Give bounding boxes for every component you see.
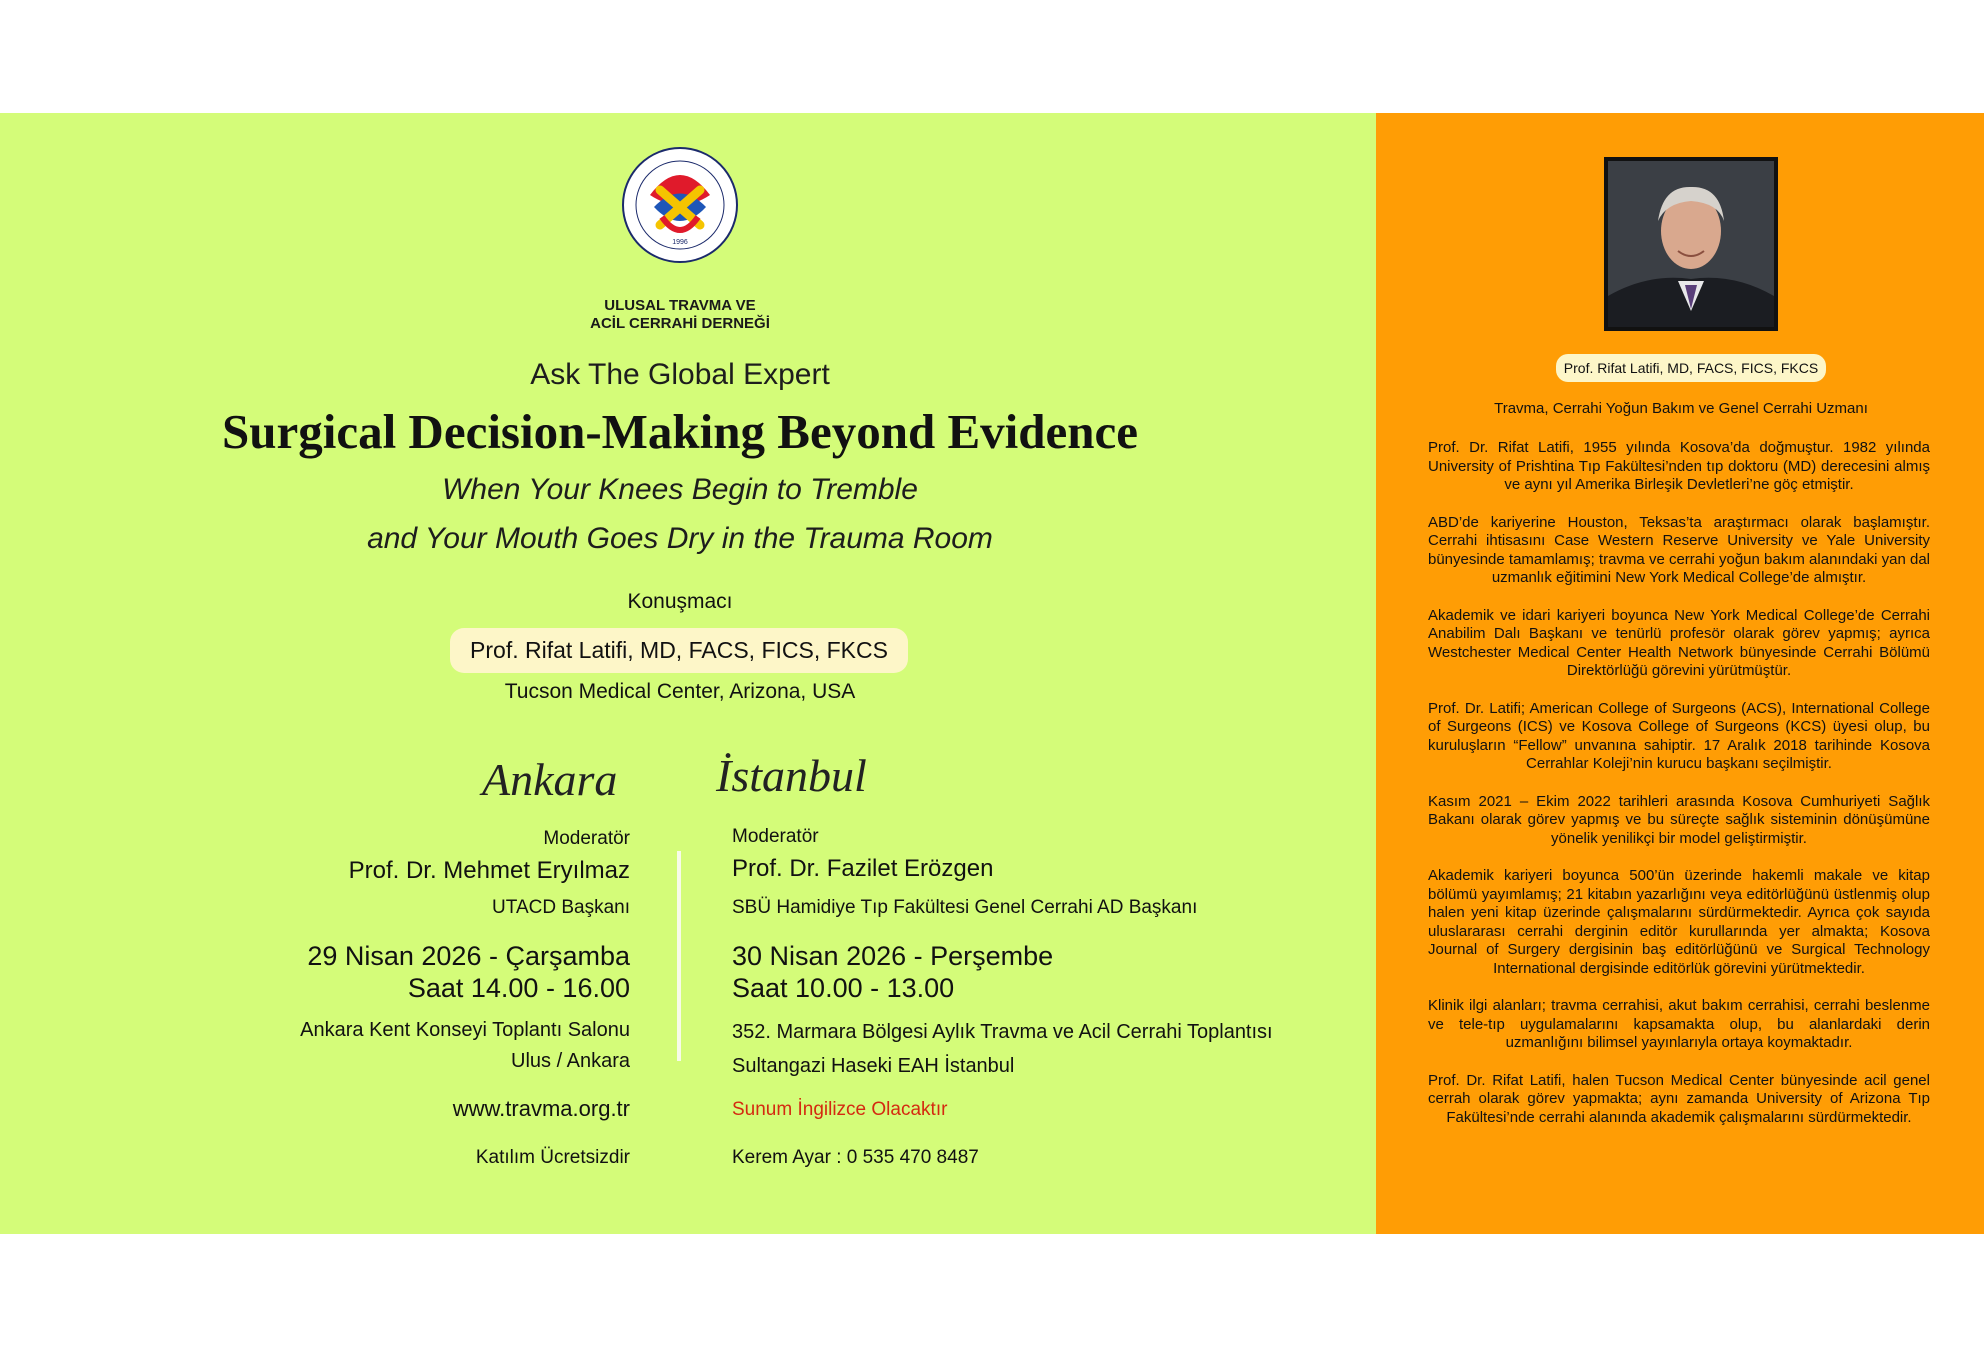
- city-heading-ankara: Ankara: [482, 754, 618, 805]
- speaker-profile-panel: [1376, 113, 1984, 1234]
- event-subtitle: [230, 465, 1130, 563]
- bio-paragraph: Akademik kariyeri boyunca 500’ün üzerinde hakemli makale ve kitap bölümü yayımlamış; 21 kitabın yazarlığını veya editörlüğünü üstlenmiş olup halen yeni kitap üzerinde çalışmalarını sürdürmektedir. Ayrıca çok sayıda uluslararası cerrahi derginin editör kurullarında yer almakta; Kosova Journal of Surgery dergisinin baş editörlüğünü ve Surgical Technology International dergisinde editörlük görevini yürütmektedir.: [1428, 867, 1930, 977]
- profile-name: Prof. Rifat Latifi, MD, FACS, FICS, FKCS: [1556, 354, 1826, 382]
- ankara-venue-line-2: Ulus / Ankara: [511, 1050, 630, 1072]
- istanbul-date: 30 Nisan 2026 - Perşembe: [732, 941, 1054, 971]
- bio-paragraph: Akademik ve idari kariyeri boyunca New York Medical College’de Cerrahi Anabilim Dalı Başkanı ve tenürlü profesör olarak görev yapmış; ayrıca Westchester Medical Center Health Network bünyesinde Cerrahi Bölümü Direktörlüğü görevini yürütmüştür.: [1428, 606, 1930, 679]
- speaker-label: Konuşmacı: [627, 590, 733, 613]
- organization-line-1: ULUSAL TRAVMA VE: [604, 297, 756, 314]
- speaker-photo: [1604, 157, 1778, 331]
- contact-info: Kerem Ayar : 0 535 470 8487: [732, 1147, 979, 1168]
- istanbul-venue-line-2: Sultangazi Haseki EAH İstanbul: [732, 1055, 1015, 1077]
- profile-specialty: Travma, Cerrahi Yoğun Bakım ve Genel Cerrahi Uzmanı: [1494, 400, 1868, 417]
- event-banner: [0, 113, 1984, 1234]
- city-heading-istanbul: İstanbul: [716, 750, 867, 801]
- istanbul-moderator-label: Moderatör: [732, 826, 819, 847]
- speaker-name: Prof. Rifat Latifi, MD, FACS, FICS, FKCS: [450, 628, 908, 673]
- profile-biography: [1428, 439, 1930, 1146]
- website-link[interactable]: www.travma.org.tr: [452, 1096, 630, 1121]
- bio-paragraph: Kasım 2021 – Ekim 2022 tarihleri arasında Kosova Cumhuriyeti Sağlık Bakanı olarak görev yapmış ve bu süreçte sağlık sisteminin dönüşümüne yönelik yenilikçi bir model geliştirmiştir.: [1428, 792, 1930, 847]
- istanbul-venue: [732, 1015, 1352, 1083]
- event-panel: [0, 113, 1376, 1234]
- istanbul-moderator-title: SBÜ Hamidiye Tıp Fakültesi Genel Cerrahi AD Başkanı: [732, 897, 1198, 918]
- bio-paragraph: Prof. Dr. Latifi; American College of Surgeons (ACS), International College of Surgeons (ICS) ve Kosova College of Surgeons (KCS) üyesi olup, bu kuruluşların “Fellow” unvanına sahiptir. 17 Aralık 2018 tarihinde Kosova Cerrahlar Koleji’nin kurucu başkanı seçilmiştir.: [1428, 699, 1930, 772]
- event-title: Surgical Decision-Making Beyond Evidence: [221, 404, 1139, 459]
- free-attendance-note: Katılım Ücretsizdir: [475, 1147, 630, 1168]
- ankara-venue-line-1: Ankara Kent Konseyi Toplantı Salonu: [300, 1019, 630, 1041]
- bio-paragraph: Prof. Dr. Rifat Latifi, 1955 yılında Kosova’da doğmuştur. 1982 yılında University of Prishtina Tıp Fakültesi’nden tıp doktoru (MD) derecesini almış ve aynı yıl Amerika Birleşik Devletleri’ne göç etmiştir.: [1428, 439, 1930, 493]
- istanbul-moderator-name: Prof. Dr. Fazilet Erözgen: [732, 855, 994, 882]
- event-kicker: Ask The Global Expert: [530, 358, 830, 391]
- bio-paragraph: ABD’de kariyerine Houston, Teksas’ta araştırmacı olarak başlamıştır. Cerrahi ihtisasını Case Western Reserve University ve Yale University bünyesinde tamamlamış; travma ve cerrahi yoğun bakım alanındaki yan dal uzmanlık eğitimini New York Medical College’de almıştır.: [1428, 513, 1930, 586]
- column-divider: [677, 851, 681, 1061]
- svg-text:1996: 1996: [672, 239, 688, 246]
- bio-paragraph: Klinik ilgi alanları; travma cerrahisi, akut bakım cerrahisi, cerrahi beslenme ve tele-tıp uygulamalarını kapsamakta olup, bu alanlardaki derin uzmanlığını bilimsel yayınlarıyla ortaya koymaktadır.: [1428, 997, 1930, 1051]
- subtitle-line-1: When Your Knees Begin to Tremble: [442, 473, 918, 506]
- association-logo: [620, 145, 740, 265]
- language-note: Sunum İngilizce Olacaktır: [732, 1099, 948, 1120]
- organization-line-2: ACİL CERRAHİ DERNEĞİ: [590, 315, 770, 332]
- bio-paragraph: Prof. Dr. Rifat Latifi, halen Tucson Medical Center bünyesinde acil genel cerrah olarak görev yapmakta; aynı zamanda University of Arizona Tıp Fakültesi’nde cerrahi alanında akademik çalışmalarını sürdürmektedir.: [1428, 1071, 1930, 1126]
- ankara-date: 29 Nisan 2026 - Çarşamba: [307, 941, 630, 971]
- ankara-moderator-title: UTACD Başkanı: [492, 897, 630, 918]
- ankara-time: Saat 14.00 - 16.00: [407, 973, 630, 1003]
- istanbul-venue-line-1: 352. Marmara Bölgesi Aylık Travma ve Acil Cerrahi Toplantısı: [732, 1021, 1273, 1043]
- ankara-venue: [200, 1015, 630, 1077]
- ankara-moderator-label: Moderatör: [543, 828, 630, 849]
- ankara-moderator-name: Prof. Dr. Mehmet Eryılmaz: [348, 857, 630, 884]
- speaker-institution: Tucson Medical Center, Arizona, USA: [504, 680, 856, 703]
- organization-name: [520, 297, 840, 333]
- subtitle-line-2: and Your Mouth Goes Dry in the Trauma Room: [367, 522, 993, 555]
- istanbul-time: Saat 10.00 - 13.00: [732, 973, 955, 1003]
